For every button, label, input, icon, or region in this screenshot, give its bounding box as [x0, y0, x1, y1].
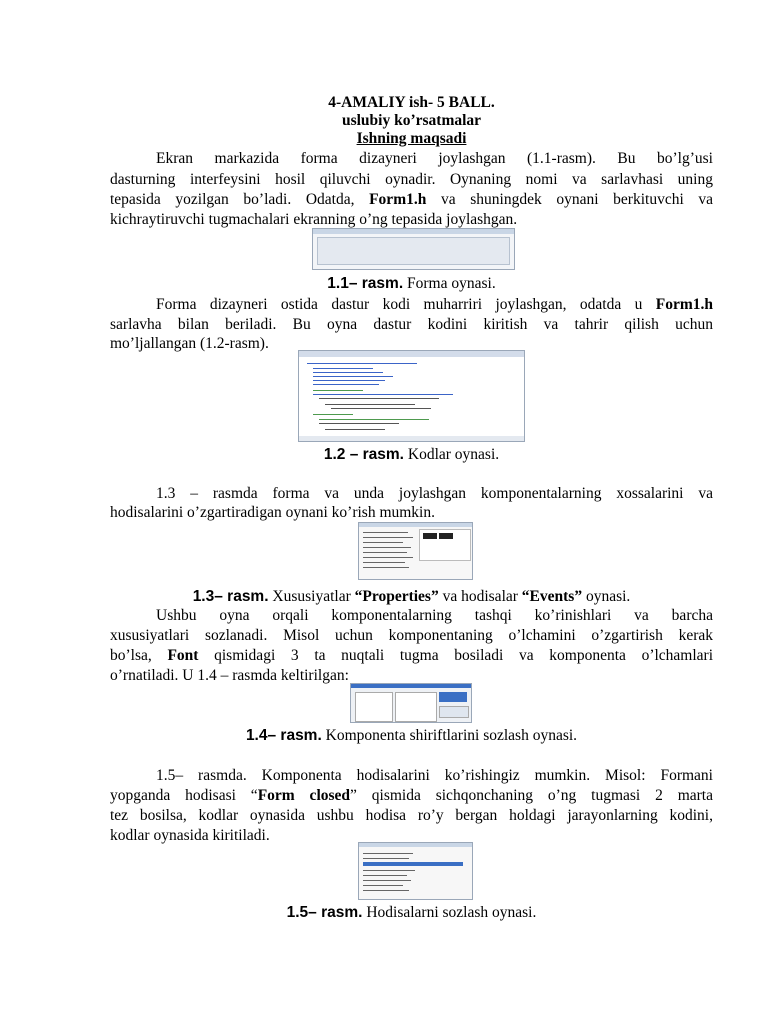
section-heading: Ishning maqsadi	[356, 130, 467, 147]
p5-line-2: yopganda hodisasi “Form closed” qismida sichqonchaning o’ng tugmasi 2 marta	[110, 787, 713, 804]
figure-events-window	[358, 842, 473, 900]
caption-1-5: 1.5– rasm. Hodisalarni sozlash oynasi.	[286, 904, 537, 921]
caption-1-1: 1.1– rasm. Forma oynasi.	[327, 275, 496, 292]
p4-line-4: o’rnatiladi. U 1.4 – rasmda keltirilgan:	[110, 667, 349, 684]
p4-line-2: xususiyatlari sozlanadi. Misol uchun komponentaning o’lchamini o’zgartirish kerak	[110, 627, 713, 644]
document-title: 4-AMALIY ish- 5 BALL.	[328, 94, 495, 111]
p4-line-3: bo’lsa, Font qismidagi 3 ta nuqtali tugma bosiladi va komponenta o’lchamlari	[110, 647, 714, 664]
caption-1-4: 1.4– rasm. Komponenta shiriftlarini sozlash oynasi.	[245, 727, 578, 744]
figure-form-window	[312, 228, 515, 270]
p5-line-1: 1.5– rasmda. Komponenta hodisalarini ko’rishingiz mumkin. Misol: Formani	[156, 767, 713, 784]
figure-properties-window	[358, 522, 473, 580]
figure-code-window	[298, 350, 525, 442]
p2-line-2: sarlavha bilan beriladi. Bu oyna dastur kodini kiritish va tahrir qilish uchun	[110, 316, 713, 333]
caption-1-3: 1.3– rasm. Xususiyatlar “Properties” va hodisalar “Events” oynasi.	[192, 588, 631, 605]
p1-line-4: kichraytiruvchi tugmachalari ekranning o’ng tepasida joylashgan.	[110, 211, 518, 228]
p1-line-3: tepasida yozilgan bo’ladi. Odatda, Form1.h va shuningdek oynani berkituvchi va	[110, 191, 714, 208]
p2-line-1: Forma dizayneri ostida dastur kodi muharriri joylashgan, odatda u Form1.h	[156, 296, 713, 313]
p3-line-1: 1.3 – rasmda forma va unda joylashgan komponentalarning xossalarini va	[156, 485, 713, 502]
document-subtitle: uslubiy ko’rsatmalar	[341, 112, 482, 129]
p5-line-4: kodlar oynasida kiritiladi.	[110, 827, 270, 844]
p1-line-2: dasturning interfeysini hosil qiluvchi oynadir. Oynaning nomi va sarlavhasi uning	[110, 171, 713, 188]
p4-line-1: Ushbu oyna orqali komponentalarning tashqi ko’rinishlari va barcha	[156, 607, 713, 624]
figure-font-dialog	[350, 683, 472, 723]
p1-line-1: Ekran markazida forma dizayneri joylashgan (1.1-rasm). Bu bo’lg’usi	[156, 150, 713, 167]
p3-line-2: hodisalarini o’zgartiradigan oynani ko’rish mumkin.	[110, 504, 435, 521]
p2-line-3: mo’ljallangan (1.2-rasm).	[110, 335, 269, 352]
caption-1-2: 1.2 – rasm. Kodlar oynasi.	[323, 446, 500, 463]
p5-line-3: tez bosilsa, kodlar oynasida ushbu hodisa ro’y bergan holdagi jarayonlarning kodini,	[110, 807, 713, 824]
